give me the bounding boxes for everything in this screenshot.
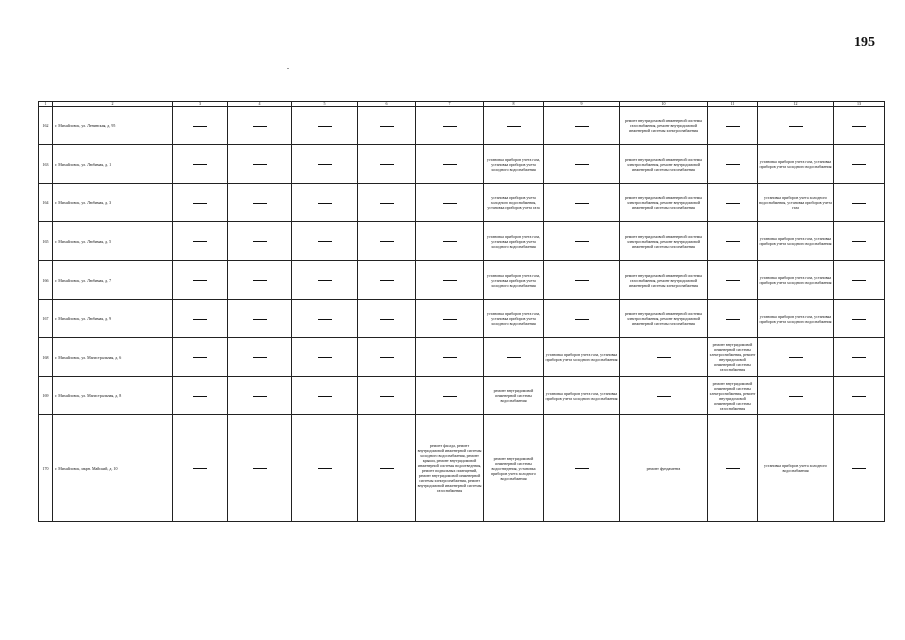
empty-dash bbox=[253, 468, 267, 469]
work-cell bbox=[358, 184, 416, 222]
table-row bbox=[39, 338, 885, 377]
empty-dash bbox=[789, 357, 803, 358]
empty-dash bbox=[443, 164, 457, 165]
work-cell bbox=[292, 338, 358, 377]
work-cell bbox=[292, 261, 358, 300]
empty-dash bbox=[575, 126, 589, 127]
work-cell bbox=[228, 300, 292, 338]
works-table bbox=[38, 101, 885, 522]
empty-dash bbox=[657, 357, 671, 358]
work-cell bbox=[228, 184, 292, 222]
empty-dash bbox=[193, 468, 207, 469]
work-cell bbox=[358, 377, 416, 415]
work-cell bbox=[544, 415, 620, 522]
address-cell: г. Михайловск, ул. Магистральная, д. 8 bbox=[53, 377, 173, 415]
empty-dash bbox=[575, 280, 589, 281]
empty-dash bbox=[318, 319, 332, 320]
empty-dash bbox=[443, 126, 457, 127]
empty-dash bbox=[318, 357, 332, 358]
column-number: 11 bbox=[708, 102, 758, 107]
empty-dash bbox=[318, 396, 332, 397]
empty-dash bbox=[253, 164, 267, 165]
column-number: 9 bbox=[544, 102, 620, 107]
work-cell bbox=[484, 300, 544, 338]
work-description: ремонт фасада, ремонт внутридомовой инженерной системы холодного водоснабжения, ремонт крыши, ремонт внутридомовой инженерной системы водоотведения, ремонт подвальных помещений, ремонт внутридомовой инженерной системы электроснабжения, ремонт внутридомовой инженерной системы газоснабжения bbox=[417, 443, 482, 493]
page-number: 195 bbox=[854, 35, 875, 50]
address-cell: г. Михайловск, ул. Ленинская, д. 95 bbox=[53, 107, 173, 145]
work-cell bbox=[758, 261, 834, 300]
work-cell bbox=[544, 222, 620, 261]
work-cell bbox=[708, 300, 758, 338]
empty-dash bbox=[575, 203, 589, 204]
table-row bbox=[39, 145, 885, 184]
empty-dash bbox=[253, 203, 267, 204]
work-cell bbox=[834, 184, 885, 222]
empty-dash bbox=[193, 241, 207, 242]
work-description: установка приборов учета газа, установка приборов учета холодного водоснабжения bbox=[759, 313, 832, 324]
work-cell bbox=[173, 300, 228, 338]
row-number: 169 bbox=[39, 377, 53, 415]
work-cell bbox=[228, 222, 292, 261]
empty-dash bbox=[726, 164, 740, 165]
work-cell bbox=[758, 300, 834, 338]
empty-dash bbox=[253, 126, 267, 127]
work-description: установка приборов учета холодного водоснабжения, установка приборов учета газа bbox=[487, 195, 540, 210]
work-cell bbox=[484, 377, 544, 415]
work-cell bbox=[292, 145, 358, 184]
work-cell bbox=[620, 107, 708, 145]
work-cell bbox=[292, 300, 358, 338]
table-row bbox=[39, 107, 885, 145]
empty-dash bbox=[443, 396, 457, 397]
work-cell bbox=[544, 107, 620, 145]
address-cell: г. Михайловск, ул. Любимая, д. 3 bbox=[53, 184, 173, 222]
work-cell bbox=[292, 377, 358, 415]
work-cell bbox=[173, 338, 228, 377]
work-cell bbox=[708, 261, 758, 300]
work-cell bbox=[228, 338, 292, 377]
empty-dash bbox=[443, 203, 457, 204]
scan-speck bbox=[287, 68, 289, 69]
empty-dash bbox=[380, 319, 394, 320]
column-number: 4 bbox=[228, 102, 292, 107]
empty-dash bbox=[193, 126, 207, 127]
column-number: 2 bbox=[53, 102, 173, 107]
work-cell bbox=[358, 300, 416, 338]
row-number: 165 bbox=[39, 222, 53, 261]
address-cell: г. Михайловск, ул. Магистральная, д. 6 bbox=[53, 338, 173, 377]
empty-dash bbox=[575, 319, 589, 320]
work-cell bbox=[484, 222, 544, 261]
work-description: ремонт внутридомовой инженерной системы газоснабжения, ремонт внутридомовой инженерной системы электроснабжения bbox=[624, 272, 703, 288]
empty-dash bbox=[852, 126, 866, 127]
empty-dash bbox=[193, 319, 207, 320]
empty-dash bbox=[380, 468, 394, 469]
work-cell bbox=[834, 261, 885, 300]
empty-dash bbox=[726, 241, 740, 242]
work-cell bbox=[620, 300, 708, 338]
work-description: ремонт внутридомовой инженерной системы электроснабжения, ремонт внутридомовой инженерной системы газоснабжения bbox=[624, 233, 703, 249]
work-cell bbox=[358, 222, 416, 261]
work-cell bbox=[708, 377, 758, 415]
empty-dash bbox=[380, 241, 394, 242]
work-cell bbox=[484, 184, 544, 222]
work-cell bbox=[544, 261, 620, 300]
empty-dash bbox=[507, 126, 521, 127]
row-number: 163 bbox=[39, 145, 53, 184]
work-cell bbox=[708, 184, 758, 222]
work-cell bbox=[173, 377, 228, 415]
work-cell bbox=[228, 415, 292, 522]
empty-dash bbox=[443, 241, 457, 242]
empty-dash bbox=[318, 164, 332, 165]
address-cell: г. Михайловск, ул. Любимая, д. 7 bbox=[53, 261, 173, 300]
work-cell bbox=[292, 222, 358, 261]
work-description: установка приборов учета газа, установка приборов учета холодного водоснабжения bbox=[759, 159, 832, 169]
column-number: 8 bbox=[484, 102, 544, 107]
work-cell bbox=[484, 145, 544, 184]
row-number: 164 bbox=[39, 184, 53, 222]
row-number: 168 bbox=[39, 338, 53, 377]
empty-dash bbox=[253, 319, 267, 320]
work-cell bbox=[834, 377, 885, 415]
work-cell bbox=[228, 377, 292, 415]
work-description: установка приборов учета газа, установка приборов учета холодного водоснабжения bbox=[545, 352, 618, 362]
work-cell bbox=[834, 107, 885, 145]
work-cell bbox=[834, 222, 885, 261]
empty-dash bbox=[443, 319, 457, 320]
empty-dash bbox=[852, 280, 866, 281]
work-cell bbox=[173, 222, 228, 261]
table-row bbox=[39, 300, 885, 338]
work-cell bbox=[484, 261, 544, 300]
empty-dash bbox=[789, 126, 803, 127]
empty-dash bbox=[852, 319, 866, 320]
row-number: 170 bbox=[39, 415, 53, 522]
empty-dash bbox=[193, 164, 207, 165]
row-number: 162 bbox=[39, 107, 53, 145]
work-cell bbox=[758, 222, 834, 261]
work-cell bbox=[758, 145, 834, 184]
empty-dash bbox=[318, 126, 332, 127]
empty-dash bbox=[443, 280, 457, 281]
empty-dash bbox=[726, 468, 740, 469]
empty-dash bbox=[193, 280, 207, 281]
work-cell bbox=[544, 377, 620, 415]
empty-dash bbox=[575, 241, 589, 242]
work-cell bbox=[173, 107, 228, 145]
work-description: установка приборов учета газа, установка приборов учета холодного водоснабжения bbox=[486, 311, 541, 326]
column-number: 7 bbox=[416, 102, 484, 107]
work-description: ремонт внутридомовой инженерной системы электроснабжения, ремонт внутридомовой инженерной системы газоснабжения bbox=[624, 156, 703, 172]
work-cell bbox=[416, 338, 484, 377]
work-cell bbox=[758, 338, 834, 377]
empty-dash bbox=[253, 396, 267, 397]
address-cell: г. Михайловск, ул. Любимая, д. 1 bbox=[53, 145, 173, 184]
column-number: 6 bbox=[358, 102, 416, 107]
empty-dash bbox=[380, 280, 394, 281]
work-cell bbox=[292, 184, 358, 222]
work-description: установка приборов учета холодного водоснабжения, установка приборов учета газа bbox=[759, 195, 832, 210]
empty-dash bbox=[380, 203, 394, 204]
empty-dash bbox=[443, 357, 457, 358]
work-cell bbox=[484, 107, 544, 145]
work-cell bbox=[173, 261, 228, 300]
work-description: ремонт внутридомовой инженерной системы электроснабжения, ремонт внутридомовой инженерной системы газоснабжения bbox=[624, 311, 703, 326]
work-cell bbox=[228, 261, 292, 300]
empty-dash bbox=[852, 357, 866, 358]
work-description: установка приборов учета газа, установка приборов учета холодного водоснабжения bbox=[759, 236, 832, 246]
address-cell: г. Михайловск, ул. Любимая, д. 9 bbox=[53, 300, 173, 338]
empty-dash bbox=[726, 280, 740, 281]
address-cell: г. Михайловск, мкрн. Майский, д. 10 bbox=[53, 415, 173, 522]
column-number: 3 bbox=[173, 102, 228, 107]
empty-dash bbox=[253, 280, 267, 281]
work-cell bbox=[358, 261, 416, 300]
work-cell bbox=[620, 415, 708, 522]
work-cell bbox=[292, 107, 358, 145]
work-cell bbox=[708, 145, 758, 184]
work-description: ремонт внутридомовой инженерной системы водоотведения, установка приборов учета холодного водоснабжения bbox=[491, 455, 536, 481]
empty-dash bbox=[318, 241, 332, 242]
work-cell bbox=[416, 222, 484, 261]
work-cell bbox=[620, 377, 708, 415]
empty-dash bbox=[726, 126, 740, 127]
empty-dash bbox=[380, 126, 394, 127]
empty-dash bbox=[789, 396, 803, 397]
empty-dash bbox=[380, 357, 394, 358]
row-number: 167 bbox=[39, 300, 53, 338]
work-cell bbox=[708, 415, 758, 522]
work-cell bbox=[834, 338, 885, 377]
work-cell bbox=[708, 222, 758, 261]
column-number: 5 bbox=[292, 102, 358, 107]
work-cell bbox=[544, 184, 620, 222]
empty-dash bbox=[318, 280, 332, 281]
empty-dash bbox=[726, 319, 740, 320]
work-cell bbox=[416, 184, 484, 222]
work-cell bbox=[358, 145, 416, 184]
work-description: установка приборов учета газа, установка приборов учета холодного водоснабжения bbox=[486, 156, 541, 172]
empty-dash bbox=[380, 396, 394, 397]
work-description: установка приборов учета газа, установка приборов учета холодного водоснабжения bbox=[759, 275, 832, 285]
address-cell: г. Михайловск, ул. Любимая, д. 5 bbox=[53, 222, 173, 261]
row-number: 166 bbox=[39, 261, 53, 300]
work-description: установка приборов учета холодного водоснабжения bbox=[764, 463, 827, 473]
work-cell bbox=[416, 107, 484, 145]
empty-dash bbox=[507, 357, 521, 358]
work-cell bbox=[484, 415, 544, 522]
work-cell bbox=[416, 300, 484, 338]
work-cell bbox=[708, 338, 758, 377]
table-row bbox=[39, 184, 885, 222]
empty-dash bbox=[575, 164, 589, 165]
work-cell bbox=[834, 145, 885, 184]
work-cell bbox=[416, 415, 484, 522]
table-row bbox=[39, 377, 885, 415]
column-number: 12 bbox=[758, 102, 834, 107]
work-description: ремонт внутридомовой инженерной системы электроснабжения, ремонт внутридомовой инженерной системы газоснабжения bbox=[709, 380, 756, 411]
work-cell bbox=[416, 145, 484, 184]
empty-dash bbox=[575, 468, 589, 469]
work-cell bbox=[758, 377, 834, 415]
work-cell bbox=[484, 338, 544, 377]
empty-dash bbox=[193, 357, 207, 358]
work-cell bbox=[228, 145, 292, 184]
work-cell bbox=[358, 415, 416, 522]
empty-dash bbox=[726, 203, 740, 204]
empty-dash bbox=[193, 396, 207, 397]
work-description: ремонт внутридомовой инженерной системы электроснабжения, ремонт внутридомовой инженерной системы газоснабжения bbox=[624, 195, 703, 210]
work-description: установка приборов учета газа, установка приборов учета холодного водоснабжения bbox=[486, 272, 541, 288]
work-cell bbox=[358, 107, 416, 145]
work-cell bbox=[758, 415, 834, 522]
work-cell bbox=[834, 415, 885, 522]
work-cell bbox=[834, 300, 885, 338]
empty-dash bbox=[852, 203, 866, 204]
empty-dash bbox=[852, 164, 866, 165]
empty-dash bbox=[253, 357, 267, 358]
empty-dash bbox=[318, 468, 332, 469]
work-cell bbox=[708, 107, 758, 145]
work-description: ремонт фундамента bbox=[646, 465, 681, 471]
work-cell bbox=[358, 338, 416, 377]
work-description: ремонт внутридомовой инженерной системы газоснабжения, ремонт внутридомовой инженерной системы электроснабжения bbox=[624, 118, 703, 133]
work-cell bbox=[544, 338, 620, 377]
work-cell bbox=[544, 300, 620, 338]
empty-dash bbox=[380, 164, 394, 165]
empty-dash bbox=[852, 396, 866, 397]
work-cell bbox=[173, 415, 228, 522]
work-cell bbox=[758, 107, 834, 145]
work-cell bbox=[173, 145, 228, 184]
work-description: ремонт внутридомовой инженерной системы водоснабжения bbox=[493, 388, 534, 403]
empty-dash bbox=[253, 241, 267, 242]
work-cell bbox=[416, 377, 484, 415]
column-number: 13 bbox=[834, 102, 885, 107]
work-description: установка приборов учета газа, установка приборов учета холодного водоснабжения bbox=[545, 390, 618, 401]
work-cell bbox=[228, 107, 292, 145]
empty-dash bbox=[193, 203, 207, 204]
table-row bbox=[39, 415, 885, 522]
work-cell bbox=[620, 338, 708, 377]
work-cell bbox=[416, 261, 484, 300]
work-cell bbox=[620, 184, 708, 222]
work-cell bbox=[292, 415, 358, 522]
empty-dash bbox=[657, 396, 671, 397]
work-description: установка приборов учета газа, установка приборов учета холодного водоснабжения bbox=[486, 233, 541, 249]
work-cell bbox=[544, 145, 620, 184]
empty-dash bbox=[318, 203, 332, 204]
empty-dash bbox=[852, 468, 866, 469]
work-cell bbox=[173, 184, 228, 222]
work-cell bbox=[620, 222, 708, 261]
work-description: ремонт внутридомовой инженерной системы электроснабжения, ремонт внутридомовой инженерной системы газоснабжения bbox=[709, 342, 756, 372]
column-number: 1 bbox=[39, 102, 53, 107]
table-row bbox=[39, 261, 885, 300]
work-cell bbox=[620, 145, 708, 184]
table-row bbox=[39, 222, 885, 261]
empty-dash bbox=[852, 241, 866, 242]
work-cell bbox=[620, 261, 708, 300]
work-cell bbox=[758, 184, 834, 222]
column-number: 10 bbox=[620, 102, 708, 107]
